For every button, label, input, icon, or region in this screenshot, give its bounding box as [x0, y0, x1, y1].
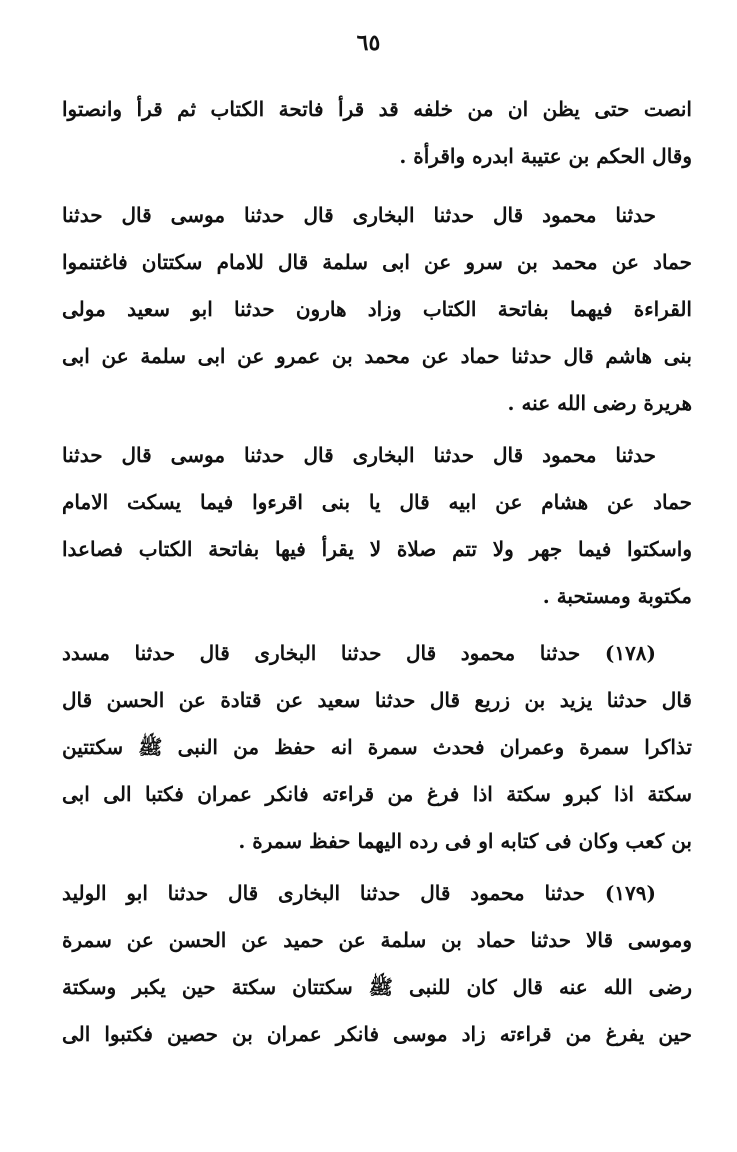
text-line: مكتوبة ومستحبة . [542, 584, 692, 608]
text-line: القراءة فيهما بفاتحة الكتاب وزاد هارون حدثنا ابو سعيد مولى [62, 297, 692, 321]
text-line: سكتة اذا كبرو سكتة اذا فرغ من قراءته فانكر عمران فكتبا الى ابى [62, 782, 692, 806]
text-line [62, 630, 692, 677]
hadith-178 [62, 630, 692, 865]
text-line: حدثنا محمود قال حدثنا البخارى قال حدثنا موسى قال حدثنا [62, 203, 656, 227]
text-line: تذاكرا سمرة وعمران فحدث سمرة انه حفظ من النبى ﷺ سكتتين [62, 735, 692, 759]
text-line: بن كعب وكان فى كتابه او فى رده اليهما حفظ سمرة . [238, 829, 692, 853]
hadith-number: (١٧٩) [604, 881, 656, 905]
page-number: ٦٥ [356, 30, 381, 56]
text-line: حين يفرغ من قراءته زاد موسى فانكر عمران بن حصين فكتبوا الى [62, 1022, 692, 1046]
text-line [62, 870, 692, 917]
text-line: وقال الحكم بن عتيبة ابدره واقرأة . [399, 144, 692, 168]
text-line: وموسى قالا حدثنا حماد بن سلمة عن حميد عن الحسن عن سمرة [62, 928, 692, 952]
text-line: رضى الله عنه قال كان للنبى ﷺ سكتتان سكتة حين يكبر وسكتة [62, 975, 692, 999]
paragraph-1 [62, 86, 692, 180]
hadith-179 [62, 870, 692, 1058]
text-segment: حدثنا محمود قال حدثنا البخارى قال حدثنا ابو الوليد [62, 881, 586, 905]
paragraph-2 [62, 192, 692, 427]
text-line: حدثنا محمود قال حدثنا البخارى قال حدثنا موسى قال حدثنا [62, 443, 656, 467]
text-line: واسكتوا فيما جهر ولا تتم صلاة لا يقرأ فيها بفاتحة الكتاب فصاعدا [62, 537, 692, 561]
hadith-number: (١٧٨) [604, 641, 657, 665]
text-line: حماد عن هشام عن ابيه قال يا بنى اقرءوا فيما يسكت الامام [62, 490, 692, 514]
text-line: قال حدثنا يزيد بن زريع قال حدثنا سعيد عن قتادة عن الحسن قال [62, 688, 692, 712]
text-segment: حدثنا محمود قال حدثنا البخارى قال حدثنا مسدد [62, 641, 581, 665]
text-line: هريرة رضى الله عنه . [507, 391, 692, 415]
text-line: بنى هاشم قال حدثنا حماد عن محمد بن عمرو عن ابى سلمة عن ابى [62, 344, 692, 368]
text-line: انصت حتى يظن ان من خلفه قد قرأ فاتحة الكتاب ثم قرأ وانصتوا [62, 97, 692, 121]
paragraph-3 [62, 432, 692, 620]
text-line: حماد عن محمد بن سرو عن ابى سلمة قال للامام سكتتان فاغتنموا [62, 250, 692, 274]
